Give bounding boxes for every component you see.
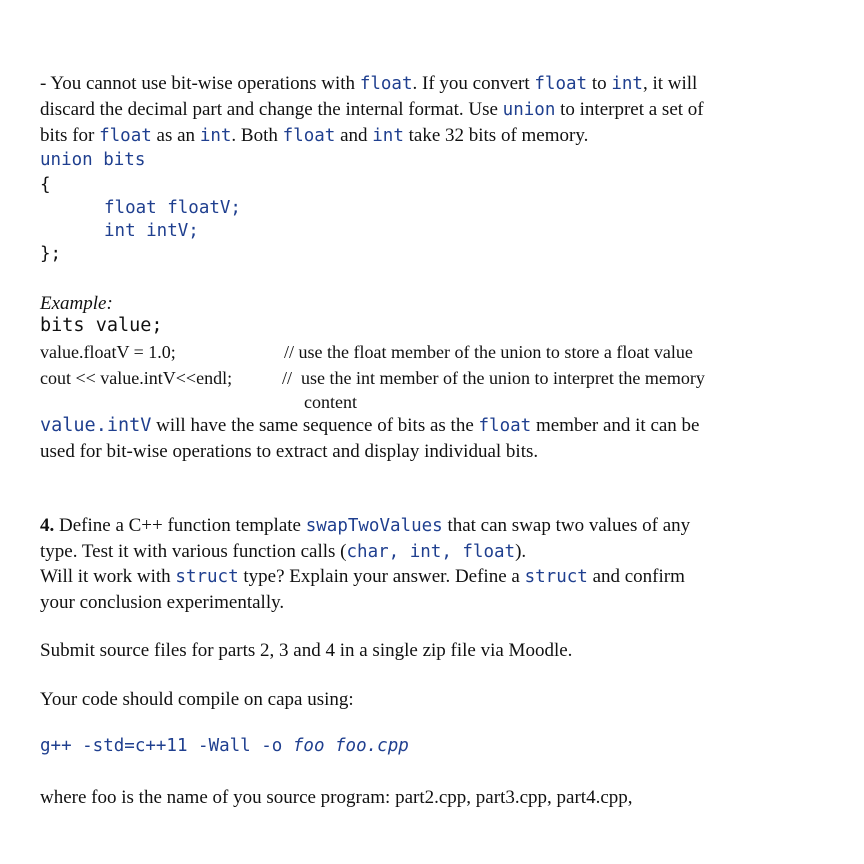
text: Define a C++ function template: [54, 515, 306, 536]
compile-cmd-file: foo foo.cpp: [292, 736, 409, 756]
code-term: char, int, float: [346, 542, 516, 562]
question-4-line: [40, 514, 690, 538]
text: - You cannot use bit-wise operations with: [40, 73, 360, 94]
code-term: union: [502, 100, 556, 120]
example-code: bits value;: [40, 315, 163, 336]
example-comment-cont: content: [304, 392, 357, 412]
paragraph-line: [40, 98, 704, 122]
submit-instruction: Submit source files for parts 2, 3 and 4 in a single zip file via Moodle.: [40, 640, 573, 661]
text: to interpret a set of: [555, 99, 704, 120]
paragraph-line: used for bit-wise operations to extract and display individual bits.: [40, 441, 539, 462]
compile-command: [40, 734, 409, 758]
code-term: float: [359, 74, 413, 94]
code-line: };: [40, 244, 62, 264]
text: ).: [515, 541, 527, 562]
text: Will it work with: [40, 566, 176, 587]
text: , it will: [642, 73, 698, 94]
question-number: 4.: [40, 515, 55, 536]
text: type. Test it with various function calls (: [40, 541, 347, 562]
text: will have the same sequence of bits as the: [151, 415, 479, 436]
text: type? Explain your answer. Define a: [238, 566, 525, 587]
question-4-line: [40, 540, 526, 564]
text: and confirm: [587, 566, 685, 587]
code-union-decl: union bits: [40, 150, 146, 170]
example-label: Example:: [40, 293, 113, 314]
question-4-line: your conclusion experimentally.: [40, 592, 285, 613]
text: take 32 bits of memory.: [403, 125, 589, 146]
where-note: where foo is the name of you source program: part2.cpp, part3.cpp, part4.cpp,: [40, 787, 633, 808]
code-term: struct: [524, 567, 588, 587]
compile-intro: Your code should compile on capa using:: [40, 689, 354, 710]
code-term: float: [534, 74, 588, 94]
code-term: int: [372, 126, 404, 146]
example-statement: value.floatV = 1.0;: [40, 342, 176, 362]
text: discard the decimal part and change the internal format. Use: [40, 99, 503, 120]
code-term: struct: [175, 567, 239, 587]
paragraph-line: [40, 72, 697, 96]
text: that can swap two values of any: [442, 515, 691, 536]
paragraph-line: [40, 414, 700, 438]
code-term: float: [282, 126, 336, 146]
example-comment: // use the float member of the union to store a float value: [284, 342, 693, 362]
text: . If you convert: [412, 73, 535, 94]
text: member and it can be: [531, 415, 700, 436]
code-term: float: [478, 416, 532, 436]
code-term: swapTwoValues: [305, 516, 443, 536]
code-term: value.intV: [40, 415, 152, 436]
code-member: float floatV;: [104, 198, 241, 218]
code-line: {: [40, 175, 51, 195]
code-line: [40, 148, 145, 172]
code-term: int: [611, 74, 643, 94]
example-statement: cout << value.intV<<endl;: [40, 368, 233, 388]
code-term: int: [199, 126, 232, 146]
compile-cmd-main: g++ -std=c++11 -Wall -o: [40, 736, 293, 756]
text: and: [335, 125, 373, 146]
text: as an: [151, 125, 200, 146]
example-comment: // use the int member of the union to interpret the memory: [282, 368, 705, 388]
text: . Both: [231, 125, 283, 146]
question-4-line: [40, 565, 685, 589]
code-line: [104, 219, 199, 243]
code-member: int intV;: [104, 221, 199, 241]
paragraph-line: [40, 124, 588, 148]
code-line: [104, 196, 241, 220]
text: bits for: [40, 125, 100, 146]
code-term: float: [99, 126, 152, 146]
text: to: [587, 73, 612, 94]
